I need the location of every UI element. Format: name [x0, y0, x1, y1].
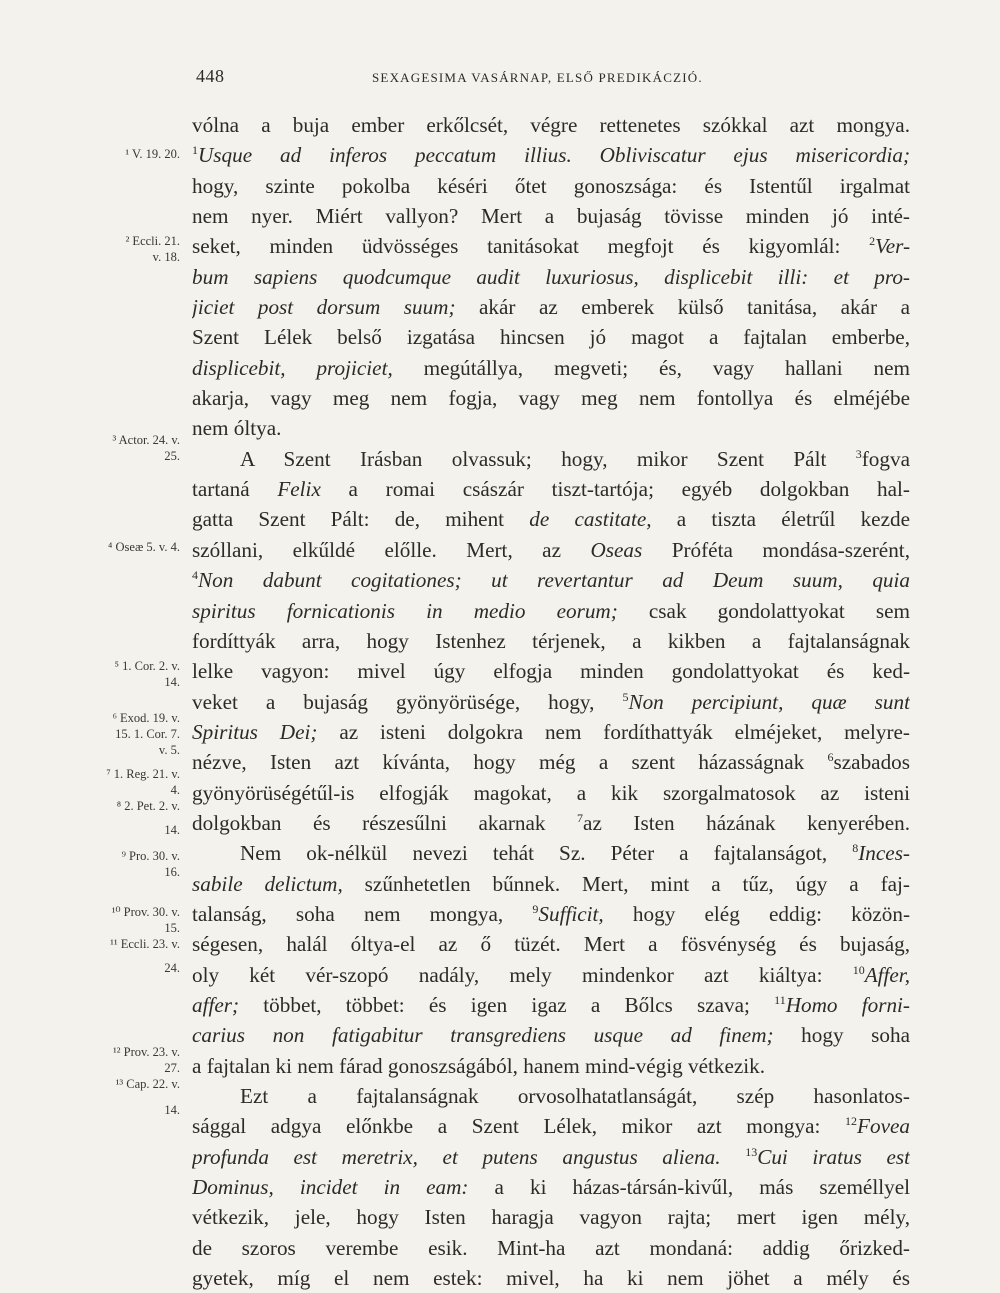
text-run: fordíttyák arra, hogy Istenhez térjenek, a kikben a fajtalanságnak [192, 628, 910, 653]
text-line [192, 383, 910, 413]
body-text [192, 110, 910, 1293]
text-line [192, 1051, 910, 1081]
text-line [192, 717, 910, 747]
text-run: talanság, soha nem mongya, [192, 901, 533, 926]
text-run: seket, minden üdvösséges tanitásokat megfojt és kigyomlál: [192, 234, 870, 259]
margin-note: ⁵ 1. Cor. 2. v. [114, 659, 180, 673]
margin-note: ¹ V. 19. 20. [125, 147, 180, 161]
text-run: akarja, vagy meg nem fogja, vagy meg nem fontollya és elméjébe [192, 386, 910, 411]
text-line [192, 353, 910, 383]
text-line [192, 747, 910, 777]
text-line [192, 990, 910, 1020]
text-line [192, 140, 910, 170]
latin-quote: Homo forni- [785, 992, 910, 1017]
margin-note: v. 5. [158, 743, 180, 757]
margin-note: ⁴ Oseæ 5. v. 4. [108, 540, 180, 554]
text-line [192, 1111, 910, 1141]
margin-note: 25. [164, 449, 180, 463]
latin-quote: affer; [192, 992, 240, 1017]
footnote-ref: 1 [192, 143, 198, 158]
text-line [192, 1172, 910, 1202]
footnote-ref: 3 [855, 446, 862, 461]
text-line [192, 535, 910, 565]
margin-note: 15. 1. Cor. 7. [115, 727, 180, 741]
text-line [192, 1202, 910, 1232]
text-run: hogy, szinte pokolba késéri őtet gonoszsága: és Istentűl irgalmat [192, 173, 910, 198]
text-run: gyetek, míg el nem estek: mivel, ha ki nem jöhet a mély és [192, 1266, 910, 1291]
text-line [192, 960, 910, 990]
latin-quote: Usque ad inferos peccatum illius. Obliviscatur ejus misericordia; [198, 143, 910, 168]
margin-note: 24. [164, 961, 180, 975]
text-run: lelke vagyon: mivel úgy elfogja minden gondolattyokat és ked- [192, 659, 910, 684]
text-run: dolgokban és részesűlni akarnak [192, 810, 578, 835]
latin-quote: jiciet post dorsum suum; [192, 295, 456, 320]
margin-note: ¹⁰ Prov. 30. v. [111, 905, 180, 919]
text-run: oly két vér-szopó nadály, mely mindenkor azt kiáltya: [192, 962, 853, 987]
footnote-ref: 12 [845, 1114, 858, 1129]
latin-quote: Non percipiunt, quæ sunt [628, 689, 910, 714]
text-line [192, 1233, 910, 1263]
margin-notes [0, 0, 190, 1278]
text-run: többet, többet: és igen igaz a Bőlcs szava; [239, 992, 775, 1017]
text-run [721, 1145, 746, 1169]
page-number: 448 [196, 66, 225, 86]
text-run: Nem ok-nélkül nevezi tehát Sz. Péter a fajtalanságot, [240, 841, 853, 866]
text-line [192, 292, 910, 322]
footnote-ref: 4 [192, 568, 198, 583]
text-run: szűnhetetlen bűnnek. Mert, mint a tűz, úgy a faj- [342, 871, 910, 896]
latin-quote: Felix [277, 477, 321, 502]
text-line [192, 565, 910, 595]
latin-quote: Oseas [590, 537, 643, 562]
text-run: Ezt a fajtalanságnak orvosolhatatlanságát, szép hasonlatos- [240, 1084, 910, 1108]
margin-note: 16. [164, 865, 180, 879]
text-run: tartaná [192, 477, 278, 502]
latin-quote: de castitate, [529, 507, 652, 532]
latin-quote: Affer, [864, 962, 910, 987]
text-run: csak gondolattyokat sem [617, 598, 910, 623]
margin-note: ⁷ 1. Reg. 21. v. [106, 767, 180, 781]
margin-note: ⁹ Pro. 30. v. [121, 849, 180, 863]
text-line [192, 262, 910, 292]
text-run: a ki házas-társán-kivűl, más személlyel [468, 1175, 910, 1200]
margin-note: 14. [164, 1103, 180, 1117]
margin-note: ² Eccli. 21. [125, 234, 180, 248]
text-line [192, 656, 910, 686]
latin-quote: spiritus fornicationis in medio eorum; [192, 598, 618, 623]
footnote-ref: 7 [577, 810, 584, 825]
latin-quote: Inces- [858, 841, 910, 866]
text-line [192, 171, 910, 201]
latin-quote: carius non fatigabitur transgrediens usque ad finem; [192, 1023, 774, 1048]
margin-note: ⁸ 2. Pet. 2. v. [116, 799, 180, 813]
text-run: szabados [833, 750, 910, 775]
text-line [192, 201, 910, 231]
footnote-ref: 5 [622, 689, 629, 704]
text-run: de szoros verembe esik. Mint-ha azt mondaná: addig őrizked- [192, 1235, 910, 1260]
text-line [192, 899, 910, 929]
margin-note: 27. [164, 1061, 180, 1075]
margin-note: ¹¹ Eccli. 23. v. [110, 937, 180, 951]
text-run: a tiszta életrűl kezde [651, 507, 910, 532]
text-line [192, 929, 910, 959]
text-run: ségesen, halál óltya-el az ő tüzét. Mert a fösvénység és bujaság, [192, 932, 910, 957]
text-run: hogy soha [773, 1023, 910, 1048]
latin-quote: bum sapiens quodcumque audit luxuriosus, displicebit illi: et pro- [192, 264, 910, 289]
footnote-ref: 8 [852, 841, 859, 856]
text-run: sággal adgya előnkbe a Szent Lélek, mikor azt mongya: [192, 1114, 846, 1139]
footnote-ref: 6 [827, 750, 834, 765]
latin-quote: Spiritus Dei; [192, 719, 318, 744]
text-run: nem nyer. Miért vallyon? Mert a bujaság tövisse minden jó inté- [192, 204, 910, 229]
text-run: az isteni dolgokra nem fordíthattyák elméjeket, melyre- [317, 719, 910, 744]
margin-note: ³ Actor. 24. v. [112, 433, 180, 447]
text-line [192, 1020, 910, 1050]
latin-quote: displicebit, projiciet, [192, 355, 393, 380]
latin-quote: Ver- [875, 234, 910, 259]
text-run: nem óltya. [192, 416, 282, 441]
text-run: az Isten házának kenyerében. [583, 810, 910, 835]
margin-note: v. 18. [152, 250, 180, 264]
text-run: akár az emberek külső tanitása, akár a [455, 295, 910, 320]
latin-quote: Cui iratus est [757, 1144, 910, 1169]
margin-note: ⁶ Exod. 19. v. [112, 711, 180, 725]
text-run: Próféta mondása-szerént, [642, 537, 910, 562]
text-line [192, 1081, 910, 1111]
footnote-ref: 9 [532, 901, 539, 916]
latin-quote: Non dabunt cogitationes; ut revertantur ad Deum suum, quia [198, 568, 910, 593]
margin-note: ¹³ Cap. 22. v. [115, 1077, 180, 1091]
text-line [192, 322, 910, 352]
margin-note: 15. [164, 921, 180, 935]
text-run: A Szent Irásban olvassuk; hogy, mikor Szent Pált [240, 446, 856, 471]
running-title: SEXAGESIMA VASÁRNAP, ELSŐ PREDIKÁCZIÓ. [372, 70, 703, 85]
latin-quote: Fovea [857, 1114, 910, 1139]
footnote-ref: 10 [852, 962, 865, 977]
text-line [192, 413, 910, 443]
text-run: vólna a buja ember erkőlcsét, végre rettenetes szókkal azt mongya. [192, 113, 910, 137]
text-line [192, 838, 910, 868]
text-run: gatta Szent Pált: de, mihent [192, 507, 530, 532]
text-line [192, 808, 910, 838]
text-line [192, 1142, 910, 1172]
text-run: fogva [861, 446, 910, 471]
latin-quote: Sufficit, [538, 901, 604, 926]
footnote-ref: 11 [774, 992, 786, 1007]
margin-note: 14. [164, 823, 180, 837]
text-run: a fajtalan ki nem fárad gonoszságából, hanem mind-végig vétkezik. [192, 1053, 766, 1078]
text-run: szóllani, elkűldé előlle. Mert, az [192, 537, 591, 562]
text-run: hogy elég eddig: közön- [603, 901, 910, 926]
text-line [192, 687, 910, 717]
text-run: veket a bujaság gyönyörüsége, hogy, [192, 689, 623, 714]
text-line [192, 596, 910, 626]
text-line [192, 110, 910, 140]
latin-quote: Dominus, incidet in eam: [192, 1175, 469, 1200]
footnote-ref: 2 [869, 234, 876, 249]
text-run: vétkezik, jele, hogy Isten haragja vagyon rajta; mert igen mély, [192, 1205, 910, 1230]
text-line [192, 444, 910, 474]
text-line [192, 626, 910, 656]
text-run: megútállya, megveti; és, vagy hallani nem [392, 355, 910, 380]
text-run: Szent Lélek belső izgatása hincsen jó magot a fajtalan emberbe, [192, 325, 910, 350]
margin-note: ¹² Prov. 23. v. [113, 1045, 180, 1059]
text-line [192, 231, 910, 261]
margin-note: 14. [164, 675, 180, 689]
text-run: gyönyörüségétűl-is elfogják magokat, a kik szorgalmatosok az isteni [192, 780, 910, 805]
text-line [192, 474, 910, 504]
text-line [192, 869, 910, 899]
text-line [192, 1263, 910, 1293]
text-run: nézve, Isten azt kívánta, hogy még a szent házasságnak [192, 750, 828, 775]
text-run: a romai császár tiszt-tartója; egyéb dolgokban hal- [320, 477, 910, 502]
latin-quote: profunda est meretrix, et putens angustus aliena. [192, 1144, 721, 1169]
latin-quote: sabile delictum, [192, 871, 343, 896]
footnote-ref: 13 [745, 1144, 758, 1159]
margin-note: 4. [170, 783, 180, 797]
text-line [192, 778, 910, 808]
text-line [192, 504, 910, 534]
